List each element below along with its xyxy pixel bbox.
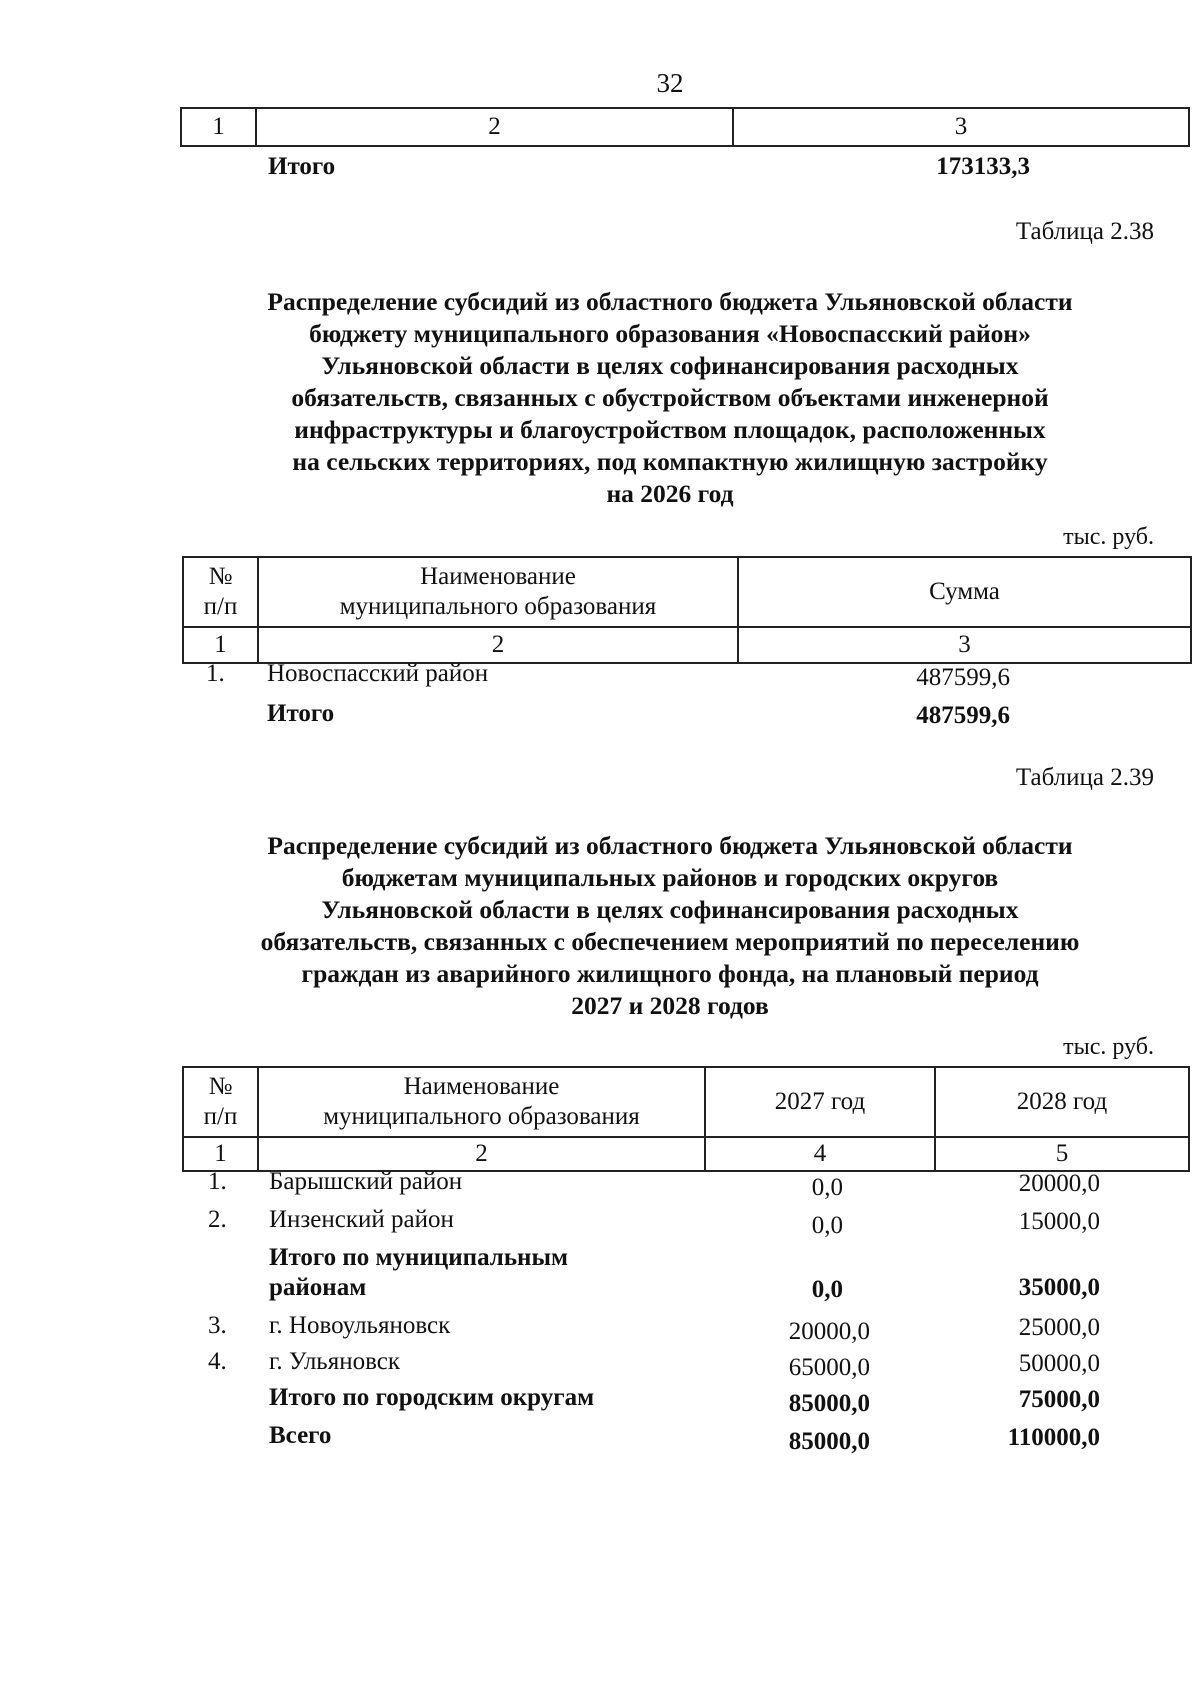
top-index-3: 3 (733, 108, 1189, 146)
table-row-name: г. Ульяновск (269, 1348, 400, 1375)
top-index-2: 2 (256, 108, 733, 146)
table-row-subtotal-cities: Итого по городским округам (269, 1384, 595, 1411)
table-row-2028: 15000,0 (1018, 1208, 1100, 1235)
header-num-line1: № (208, 1073, 233, 1100)
header-name-line1: Наименование (403, 1073, 560, 1100)
title-line: 2027 и 2028 годов (571, 991, 769, 1020)
title-line: бюджету муниципального образования «Новоспасский район» (309, 319, 1031, 348)
header-name (258, 557, 738, 627)
index-cell: 5 (935, 1137, 1189, 1171)
table-239-units: тыс. руб. (1063, 1034, 1154, 1060)
table-238-header (182, 556, 1192, 664)
table-row-name: г. Новоульяновск (269, 1312, 451, 1339)
table-row-2028: 25000,0 (1018, 1314, 1100, 1341)
table-row-num: 4. (208, 1348, 227, 1375)
header-name (258, 1067, 705, 1137)
title-line: на 2026 год (606, 479, 734, 508)
table-239-caption: Таблица 2.39 (1015, 764, 1154, 791)
table-row-2027: 0,0 (811, 1212, 843, 1239)
header-name-line2: муниципального образования (323, 1103, 640, 1130)
title-line: Распределение субсидий из областного бюджета Ульяновской области (267, 831, 1073, 860)
table-row-2027: 85000,0 (788, 1390, 870, 1417)
title-line: граждан из аварийного жилищного фонда, на плановый период (301, 959, 1039, 988)
index-cell: 1 (183, 1137, 258, 1171)
table-238-row-value: 487599,6 (916, 664, 1010, 691)
header-num (183, 557, 258, 627)
header-name-line2: муниципального образования (339, 593, 657, 620)
title-line: Ульяновской области в целях софинансирования расходных (321, 351, 1019, 380)
table-238-title (120, 286, 1200, 510)
header-year-2027: 2027 год (705, 1067, 935, 1137)
table-row-name: Барышский район (269, 1168, 463, 1195)
header-num-line1: № (208, 563, 233, 590)
table-238-row-num: 1. (206, 660, 225, 687)
table-row-2027: 0,0 (811, 1276, 843, 1303)
table-row-num: 1. (208, 1168, 227, 1195)
table-239-title (120, 830, 1200, 1022)
table-238-total-value: 487599,6 (916, 702, 1010, 729)
top-table-header (180, 107, 1190, 147)
table-row-2027: 0,0 (811, 1174, 843, 1201)
table-238-units: тыс. руб. (1063, 524, 1154, 550)
index-cell: 1 (183, 627, 258, 663)
title-line: на сельских территориях, под компактную жилищную застройку (292, 447, 1048, 476)
page-number: 32 (656, 68, 684, 98)
title-line: бюджетам муниципальных районов и городских округов (341, 863, 999, 892)
table-239-header (182, 1066, 1190, 1172)
title-line: Ульяновской области в целях софинансирования расходных (321, 895, 1019, 924)
table-238-caption: Таблица 2.38 (1015, 218, 1154, 245)
header-name-line1: Наименование (420, 563, 576, 590)
index-cell: 3 (738, 627, 1191, 663)
header-num-line2: п/п (203, 1103, 238, 1130)
title-line: инфраструктуры и благоустройством площадок, расположенных (294, 415, 1046, 444)
table-row-grand-total: Всего (269, 1422, 332, 1449)
table-row-2027: 20000,0 (788, 1318, 870, 1345)
header-year-2028: 2028 год (935, 1067, 1189, 1137)
table-row-name: Инзенский район (269, 1206, 454, 1233)
subtotal-line2: районам (269, 1274, 367, 1301)
index-cell: 4 (705, 1137, 935, 1171)
title-line: обязательств, связанных с обустройством объектами инженерной (291, 383, 1049, 412)
table-row-2028: 110000,0 (1007, 1424, 1100, 1451)
table-row-2028: 35000,0 (1018, 1274, 1100, 1301)
table-238-row-name: Новоспасский район (267, 660, 489, 687)
table-row-2028: 50000,0 (1018, 1350, 1100, 1377)
table-row-subtotal-districts (269, 1243, 689, 1303)
table-row-2027: 85000,0 (788, 1428, 870, 1455)
header-num (183, 1067, 258, 1137)
index-cell: 2 (258, 627, 738, 663)
table-row-2027: 65000,0 (788, 1354, 870, 1381)
table-row-num: 2. (208, 1206, 227, 1233)
table-row-num: 3. (208, 1312, 227, 1339)
header-num-line2: п/п (203, 593, 238, 620)
top-total-label: Итого (268, 153, 336, 180)
table-row-2028: 75000,0 (1018, 1386, 1100, 1413)
table-row-2028: 20000,0 (1018, 1170, 1100, 1197)
header-sum: Сумма (738, 557, 1191, 627)
index-cell: 2 (258, 1137, 705, 1171)
table-238-total-label: Итого (267, 700, 335, 727)
top-total-value: 173133,3 (936, 153, 1030, 180)
subtotal-line1: Итого по муниципальным (269, 1244, 568, 1271)
title-line: обязательств, связанных с обеспечением мероприятий по переселению (260, 927, 1080, 956)
title-line: Распределение субсидий из областного бюджета Ульяновской области (267, 287, 1073, 316)
top-index-1: 1 (181, 108, 256, 146)
